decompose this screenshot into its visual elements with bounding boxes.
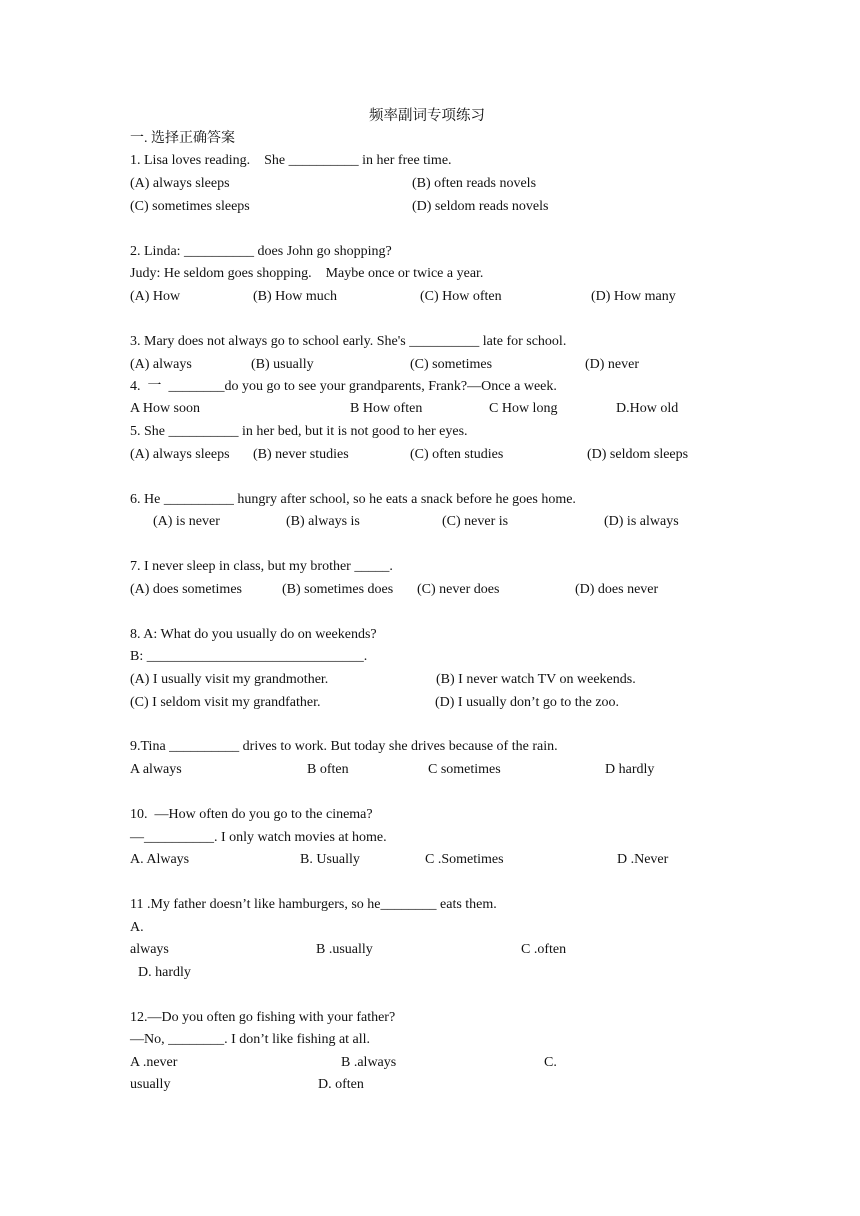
question-9-option-b: B often — [307, 762, 349, 777]
question-2-option-b: (B) How much — [253, 289, 337, 304]
question-4-option-c: C How long — [489, 401, 558, 416]
question-1-option-a: (A) always sleeps — [130, 176, 230, 191]
question-8-option-a: (A) I usually visit my grandmother. — [130, 672, 329, 687]
question-4-option-b: B How often — [350, 401, 423, 416]
question-9-stem: 9.Tina __________ drives to work. But today she drives because of the rain. — [130, 739, 558, 754]
question-1-option-c: (C) sometimes sleeps — [130, 199, 250, 214]
question-10-option-b: B. Usually — [300, 852, 360, 867]
question-5-option-d: (D) seldom sleeps — [587, 447, 689, 462]
question-3-option-c: (C) sometimes — [410, 357, 493, 372]
question-12-option-b: B .always — [341, 1055, 397, 1070]
question-6-option-d: (D) is always — [604, 514, 679, 529]
question-4-option-d: D.How old — [616, 401, 679, 416]
question-9-option-a: A always — [130, 762, 182, 777]
question-5-option-a: (A) always sleeps — [130, 447, 230, 462]
question-5-option-c: (C) often studies — [410, 447, 504, 462]
question-7-option-d: (D) does never — [575, 582, 659, 597]
page-title: 频率副词专项练习 — [369, 108, 485, 124]
question-11-option-a-word: always — [130, 942, 169, 957]
question-3-option-b: (B) usually — [251, 357, 314, 372]
question-8-stem: 8. A: What do you usually do on weekends? — [130, 627, 377, 642]
question-5-stem: 5. She __________ in her bed, but it is not good to her eyes. — [130, 424, 468, 439]
question-8-option-d: (D) I usually don’t go to the zoo. — [435, 695, 620, 710]
question-10-option-d: D .Never — [617, 852, 669, 867]
question-3-option-a: (A) always — [130, 357, 192, 372]
question-2-option-c: (C) How often — [420, 289, 502, 304]
question-7-option-b: (B) sometimes does — [282, 582, 394, 597]
question-10-option-c: C .Sometimes — [425, 852, 504, 867]
question-2-stem: 2. Linda: __________ does John go shopping? — [130, 244, 392, 259]
question-12-option-c-label: C. — [544, 1055, 557, 1070]
question-11-option-c: C .often — [521, 942, 567, 957]
question-10-stem: 10. —How often do you go to the cinema? — [130, 807, 373, 822]
question-10-option-a: A. Always — [130, 852, 190, 867]
section-heading: 一. 选择正确答案 — [130, 131, 235, 146]
question-8-option-c: (C) I seldom visit my grandfather. — [130, 695, 321, 710]
question-2-option-d: (D) How many — [591, 289, 676, 304]
question-6-option-c: (C) never is — [442, 514, 509, 529]
question-6-stem: 6. He __________ hungry after school, so he eats a snack before he goes home. — [130, 492, 576, 507]
question-3-option-d: (D) never — [585, 357, 640, 372]
question-11-stem: 11 .My father doesn’t like hamburgers, so he________ eats them. — [130, 897, 497, 912]
question-12-option-a: A .never — [130, 1055, 178, 1070]
question-4-option-a: A How soon — [130, 401, 201, 416]
question-10-stem-line2: —__________. I only watch movies at home. — [130, 830, 387, 845]
question-9-option-d: D hardly — [605, 762, 655, 777]
question-7-option-c: (C) never does — [417, 582, 500, 597]
question-12-option-d: D. often — [318, 1077, 364, 1092]
question-1-option-d: (D) seldom reads novels — [412, 199, 549, 214]
question-11-option-b: B .usually — [316, 942, 373, 957]
question-5-option-b: (B) never studies — [253, 447, 349, 462]
question-1-stem: 1. Lisa loves reading. She __________ in her free time. — [130, 153, 452, 168]
question-6-option-a: (A) is never — [153, 514, 220, 529]
question-12-stem-line2: —No, ________. I don’t like fishing at all. — [130, 1032, 371, 1047]
question-6-option-b: (B) always is — [286, 514, 360, 529]
question-7-option-a: (A) does sometimes — [130, 582, 242, 597]
question-8-stem-line2: B: _______________________________. — [130, 649, 368, 664]
question-7-stem: 7. I never sleep in class, but my brother _____. — [130, 559, 393, 574]
question-9-option-c: C sometimes — [428, 762, 501, 777]
question-8-option-b: (B) I never watch TV on weekends. — [436, 672, 636, 687]
question-12-option-c-word: usually — [130, 1077, 171, 1092]
question-4-stem: 4. 一 ________do you go to see your grandparents, Frank?—Once a week. — [130, 379, 557, 394]
question-11-option-d: D. hardly — [138, 965, 191, 980]
question-12-stem: 12.—Do you often go fishing with your father? — [130, 1010, 396, 1025]
question-11-option-a-label: A. — [130, 920, 144, 935]
question-3-stem: 3. Mary does not always go to school early. She's __________ late for school. — [130, 334, 567, 349]
question-2-option-a: (A) How — [130, 289, 181, 304]
question-1-option-b: (B) often reads novels — [412, 176, 537, 191]
question-2-stem-line2: Judy: He seldom goes shopping. Maybe once or twice a year. — [130, 266, 484, 281]
